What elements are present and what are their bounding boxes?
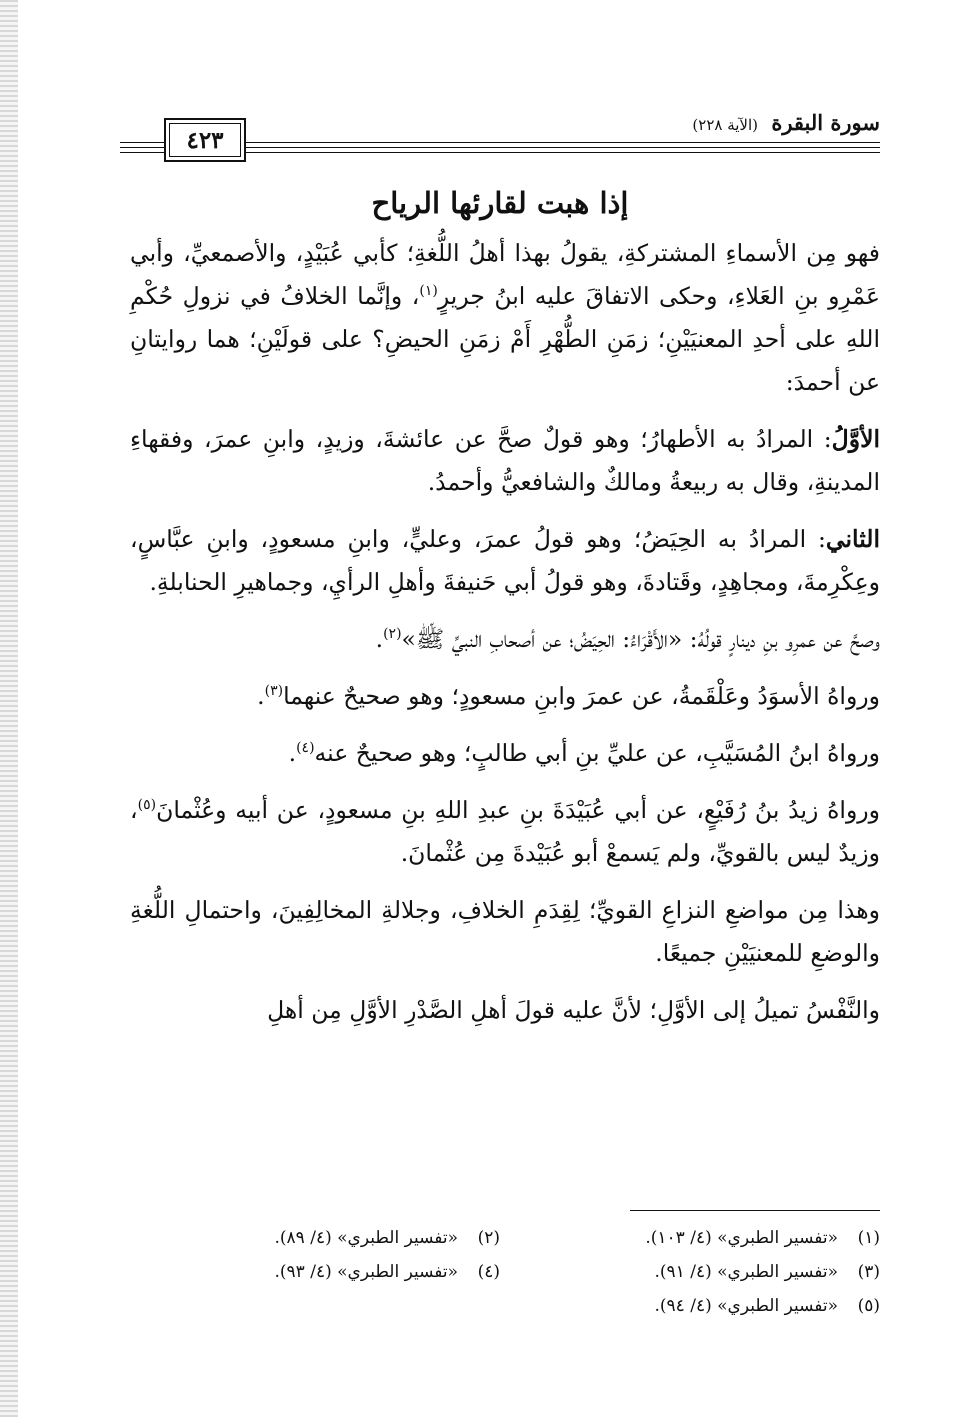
- paragraph-tail: .: [375, 625, 384, 653]
- scan-edge-artifact: [0, 0, 18, 1417]
- footnote-separator: [630, 1210, 880, 1211]
- surah-name: سورة البقرة: [771, 110, 880, 135]
- book-page: [120, 100, 880, 1390]
- paragraph: [130, 618, 880, 661]
- footnote-ref[interactable]: (٤): [296, 740, 315, 757]
- footnote-ref[interactable]: (٣): [264, 683, 284, 700]
- ayah-reference: (الآية ٢٢٨): [692, 116, 758, 134]
- footnote: [120, 1258, 500, 1286]
- footnote-number: (٢): [477, 1228, 500, 1248]
- footnote-text: «تفسير الطبري» (٤/ ٨٩).: [274, 1228, 458, 1248]
- paragraph-text: والنَّفْسُ تميلُ إلى الأوَّلِ؛ لأنَّ عليه قولَ أهلِ الصَّدْرِ الأوَّلِ مِن أهلِ: [267, 996, 880, 1024]
- footnote-number: (١): [857, 1228, 880, 1248]
- footnotes: [120, 1224, 880, 1320]
- paragraph-text: وهذا مِن مواضعِ النزاعِ القويِّ؛ لِقِدَمِ الخلافِ، وجلالةِ المخالِفِينَ، واحتمالِ اللُّغةِ والوضعِ للمعنيَيْنِ جميعًا.: [130, 896, 880, 967]
- footnote-number: (٣): [857, 1262, 880, 1282]
- paragraph-text: ورواهُ زيدُ بنُ رُفَيْعٍ، عن أبي عُبَيْدَةَ بنِ عبدِ اللهِ بنِ مسعودٍ، عن أبيه وعُثْمانَ: [156, 796, 880, 824]
- footnote: [500, 1258, 880, 1286]
- footnote-ref[interactable]: (٥): [137, 797, 157, 814]
- paragraph-text: ورواهُ الأسوَدُ وعَلْقَمةُ، عن عمرَ وابنِ مسعودٍ؛ وهو صحيحٌ عنهما: [283, 682, 880, 710]
- paragraph-text: فهو مِن الأسماءِ المشتركةِ، يقولُ بهذا أهلُ اللُّغةِ؛ كأبي عُبَيْدٍ، والأصمعيِّ، وأبي عَمْرِو بنِ العَلاءِ، وحكى الاتفاقَ عليه ابنُ جريرٍ: [130, 239, 880, 310]
- paragraph-text: : المرادُ به الحِيَضُ؛ وهو قولُ عمرَ، وعليٍّ، وابنِ مسعودٍ، وابنِ عبَّاسٍ، وعِكْرِمةَ، ومجاهِدٍ، وقَتادةَ، وهو قولُ أبي حَنيفةَ وأهلِ الرأيِ، وجماهيرِ الحنابلةِ.: [130, 525, 880, 596]
- paragraph: [130, 232, 880, 404]
- paragraph-tail: ، وزيدٌ ليس بالقويِّ، ولم يَسمعْ أبو عُبَيْدةَ مِن عُثْمانَ.: [130, 796, 880, 867]
- footnote: [500, 1224, 880, 1252]
- surah-title: [692, 110, 880, 135]
- footnote-number: (٥): [857, 1296, 880, 1316]
- page-number-frame: [164, 118, 246, 162]
- section-heading: إذا هبت لقارئها الرياح: [371, 186, 629, 220]
- paragraph-text: : المرادُ به الأطهارُ؛ وهو قولٌ صحَّ عن عائشةَ، وزيدٍ، وابنِ عمرَ، وفقهاءِ المدينةِ، وقال به ربيعةُ ومالكٌ والشافعيُّ وأحمدُ.: [130, 425, 880, 496]
- footnote-text: «تفسير الطبري» (٤/ ٩٤).: [654, 1296, 838, 1316]
- paragraph: [130, 675, 880, 718]
- footnote-ref[interactable]: (١): [419, 283, 438, 300]
- paragraph: [130, 789, 880, 875]
- paragraph-text: وصحَّ عن عمرِو بنِ دينارٍ قولُهُ: «الأَقْرَاءُ: الحِيَضُ؛ عن أصحابِ النبيِّ ﷺ»: [401, 625, 880, 653]
- paragraph-tail: .: [288, 739, 297, 767]
- footnote: [120, 1224, 500, 1252]
- paragraph: [130, 418, 880, 504]
- paragraph-lead: الثاني: [825, 525, 880, 553]
- running-header: [120, 108, 880, 164]
- footnote: [500, 1292, 880, 1320]
- paragraph: [130, 889, 880, 975]
- page-number: ٤٢٣: [186, 126, 224, 154]
- paragraph: [130, 989, 880, 1032]
- paragraph-tail: .: [257, 682, 265, 710]
- body-text: [130, 232, 880, 1046]
- footnote-text: «تفسير الطبري» (٤/ ٩١).: [654, 1262, 838, 1282]
- paragraph-text: ورواهُ ابنُ المُسَيَّبِ، عن عليِّ بنِ أبي طالبٍ؛ وهو صحيحٌ عنه: [314, 739, 880, 767]
- footnote-text: «تفسير الطبري» (٤/ ٩٣).: [274, 1262, 458, 1282]
- paragraph: [130, 732, 880, 775]
- footnote-text: «تفسير الطبري» (٤/ ١٠٣).: [645, 1228, 838, 1248]
- footnote-ref[interactable]: (٢): [383, 626, 402, 643]
- footnote-number: (٤): [477, 1262, 500, 1282]
- paragraph: [130, 518, 880, 604]
- paragraph-tail: ، وإنَّما الخلافُ في نزولِ حُكْمِ اللهِ على أحدِ المعنيَيْنِ؛ زمَنِ الطُّهْرِ أَمْ زمَنِ الحيضِ؟ على قولَيْنِ؛ هما روايتانِ عن أحمدَ:: [130, 282, 880, 396]
- paragraph-lead: الأوَّلُ: [831, 425, 880, 453]
